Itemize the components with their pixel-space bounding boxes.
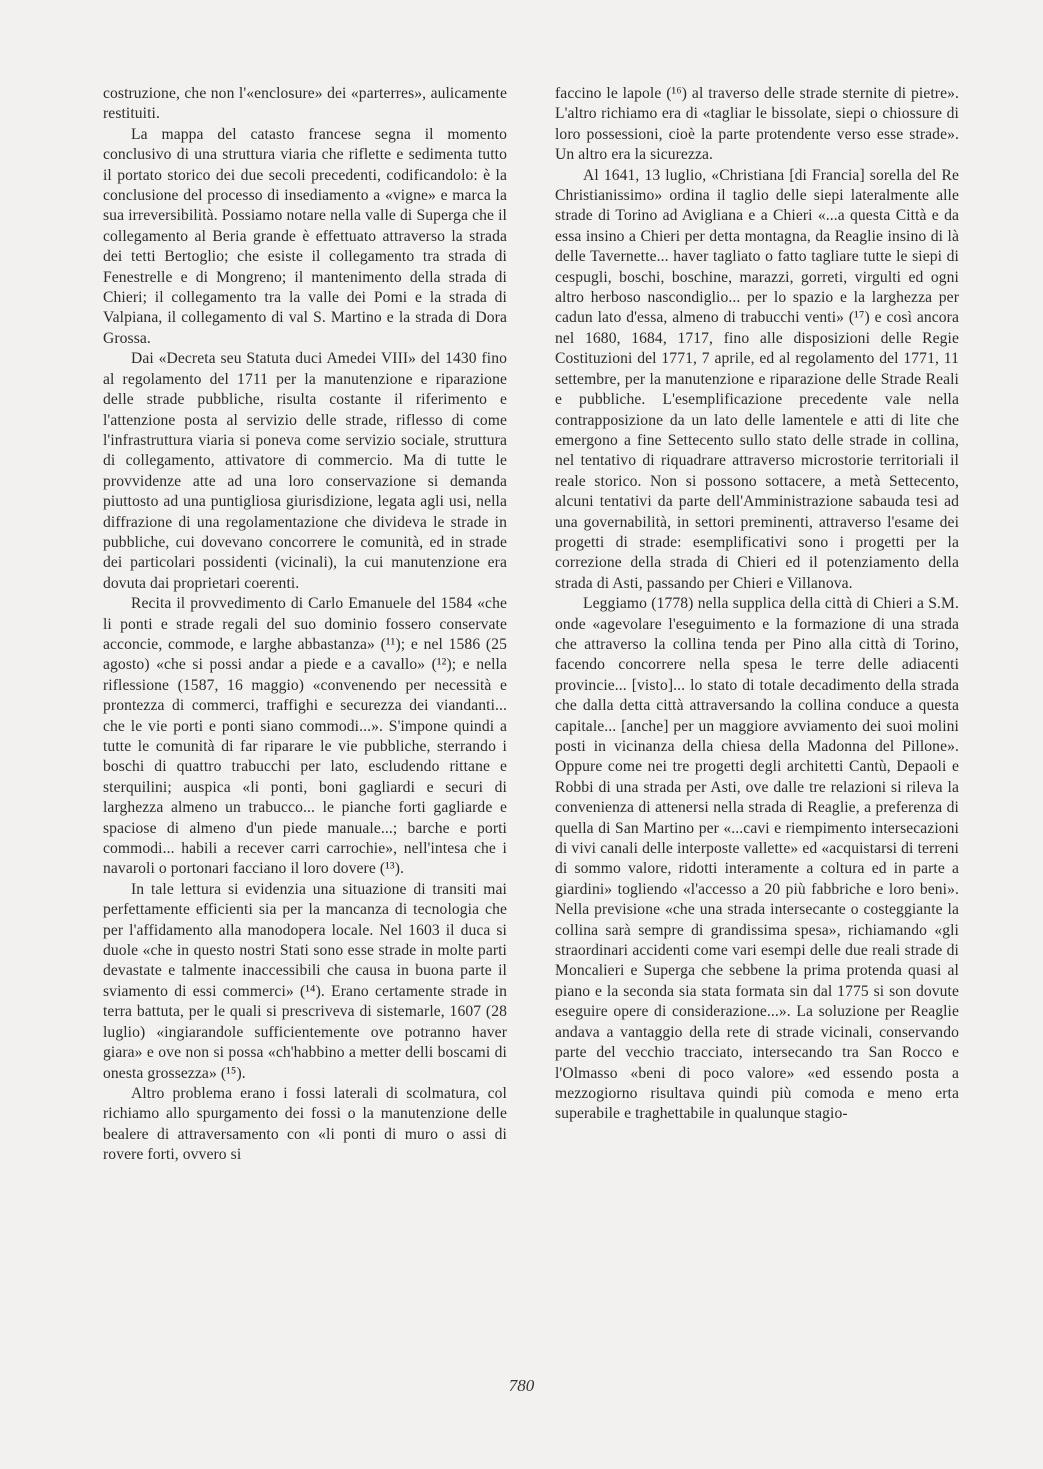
paragraph: faccino le lapole (¹⁶) al traverso delle strade sternite di pietre». L'altro richiamo era di «tagliar le bissolate, siepi o chiossure di loro possessioni, cioè la parte protendente verso esse strade». Un altro era la sicurezza. [555, 85, 959, 164]
paragraph: Al 1641, 13 luglio, «Christiana [di Francia] sorella del Re Christianissimo» ordina il taglio delle siepi lateralmente alle strade di Torino ad Avigliana e a Chieri «...a questa Città e da essa insino a Chieri per detta montagna, da Reaglie insino di là delle Tavernette... haver tagliato o fatto tagliare tutte le siepi di cespugli, boschi, boschine, marazzi, gorreti, virgulti ed ogni altro herboso nascondiglio... per lo spazio e la larghezza per cadun lato d'essa, almeno di trabucchi venti» (¹⁷) e così ancora nel 1680, 1684, 1717, fino alle disposizioni delle Regie Costituzioni del 1771, 7 aprile, ed al regolamento del 1771, 11 settembre, per la manutenzione e riparazione delle Strade Reali e pubbliche. L'esemplificazione precedente vale nella contrapposizione da un lato delle lamentele e atti di lite che emergono a fine Settecento sullo stato delle strade in collina, nel tentativo di riquadrare attraverso microstorie territoriali il reale storico. Non si possono sottacere, a metà Settecento, alcuni tentativi da parte dell'Amministrazione sabauda tesi ad una governabilità, in settori preminenti, attraverso l'esame dei progetti di strade: esemplificativi sono i progetti per la correzione della strada di Chieri ed il potenziamento della strada di Asti, passando per Chieri e Villanova. [555, 166, 959, 592]
right-text-column [555, 84, 959, 1125]
paragraph: Altro problema erano i fossi laterali di scolmatura, col richiamo allo spurgamento dei fossi o la manutenzione delle bealere di attraversamento con «li ponti di muro o assi di rovere forti, ovvero si [103, 1084, 507, 1164]
left-text-column [103, 84, 507, 1166]
paragraph: La mappa del catasto francese segna il momento conclusivo di una struttura viaria che riflette e sedimenta tutto il portato storico dei due secoli precedenti, codificandolo: è la conclusione del processo di insediamento a «vigne» e marca la sua irreversibilità. Possiamo notare nella valle di Superga che il collegamento al Beria grande è effettuato attraverso la strada dei tetti Bertoglio; che esiste il collegamento tra strada di Fenestrelle e di Mongreno; il mantenimento della strada di Chieri; il collegamento tra la valle dei Pomi e la strada di Valpiana, il collegamento di val S. Martino e la strada di Dora Grossa. [103, 125, 507, 347]
paragraph: Dai «Decreta seu Statuta duci Amedei VIII» del 1430 fino al regolamento del 1711 per la manutenzione e riparazione delle strade pubbliche, risulta costante il riferimento e l'attenzione posta al servizio delle strade, riflesso di come l'infrastruttura viaria si poneva come servizio sociale, struttura di collegamento, attivatore di commercio. Ma di tutte le provvidenze atte ad una loro conservazione si demanda piuttosto ad una puntigliosa giurisdizione, legata agli usi, nella diffrazione di una regolamentazione che divideva le strade in pubbliche, cui dovevano concorrere le comunità, ed in strade dei particolari possidenti (vicinali), la cui manutenzione era dovuta dai proprietari coerenti. [103, 350, 507, 592]
paragraph: Leggiamo (1778) nella supplica della città di Chieri a S.M. onde «agevolare l'eseguimento e la formazione di una strada che attraverso la collina tenda per Pino alla città di Torino, facendo concorrere nella spesa le terre delle adiacenti provincie... [visto]... lo stato di totale decadimento della strada che dalla detta città attraversando la collina conduce a questa capitale... [anche] per un maggiore avviamento dei suoi molini posti in vicinanza della chiesa della Madonna del Pillone». Oppure come nei tre progetti degli architetti Cantù, Depaoli e Robbi di una strada per Asti, ove dalle tre relazioni si rileva la convenienza di attenersi nella strada di Reaglie, a preferenza di quella di San Martino per «...cavi e riempimento intersecazioni di vivi canali delle interposte vallette» ed «acquistarsi di terreni di sommo valore, ridotti interamente a coltura ed in parte a giardini» togliendo «l'accesso a 20 più fabbriche e loro beni». Nella previsione «che una strada intersecante o costeggiante la collina sarà sempre di grandissima spesa», richiamando «gli straordinari accidenti come vari esempi delle due reali strade di Moncalieri e Superga che sebbene la prima protenda quasi al piano e la seconda sia stata formata sin dal 1775 si son dovute eseguire opere di considerazione...». La soluzione per Reaglie andava a vantaggio della rete di strade vicinali, conservando parte del vecchio tracciato, intersecando tra San Rocco e l'Olmasso «beni di poco valore» «ed essendo posta a mezzogiorno risultava quindi più comoda e meno erta superabile e traghettabile in qualunque stagio- [555, 595, 959, 1123]
paragraph: In tale lettura si evidenzia una situazione di transiti mai perfettamente efficienti sia per la mancanza di tecnologia che per l'affidamento alla manodopera locale. Nel 1603 il duca si duole «che in questo nostri Stati sono esse strade in molte parti devastate e talmente inaccessibili che causa in buona parte il sviamento di essi commerci» (¹⁴). Erano certamente strade in terra battuta, per le quali si prescriveva di sistemarle, 1607 (28 luglio) «ingiarandole sufficientemente ove potranno haver giara» e ove non si possa «ch'habbino a metter delli boscami di onesta grossezza» (¹⁵). [103, 880, 507, 1082]
paragraph: Recita il provvedimento di Carlo Emanuele del 1584 «che li ponti e strade regali del suo dominio fossero conservate acconcie, commode, e larghe abbastanza» (¹¹); e nel 1586 (25 agosto) «che si possi andar a piede e a cavallo» (¹²); e nella riflessione (1587, 16 maggio) «convenendo per necessità e prontezza di commerci, traffighi e securezza dei viandanti... che le vie porti e ponti siano commodi...». S'impone quindi a tutte le comunità di far riparare le vie pubbliche, sterrando i boschi di quattro trabucchi per lato, escludendo rittane e sterquilini; auspica «li ponti, boni gagliardi e securi di larghezza almeno un trabucco... le pianche forti gagliarde e spaciose di almeno d'un piede manuale...; barche e porti commodi... habili a recever carri carrochie», nell'intesa che i navaroli o portonari facciano il loro dovere (¹³). [103, 595, 507, 878]
paragraph: costruzione, che non l'«enclosure» dei «parterres», aulicamente restituiti. [103, 85, 507, 123]
page-number: 780 [508, 1376, 535, 1395]
